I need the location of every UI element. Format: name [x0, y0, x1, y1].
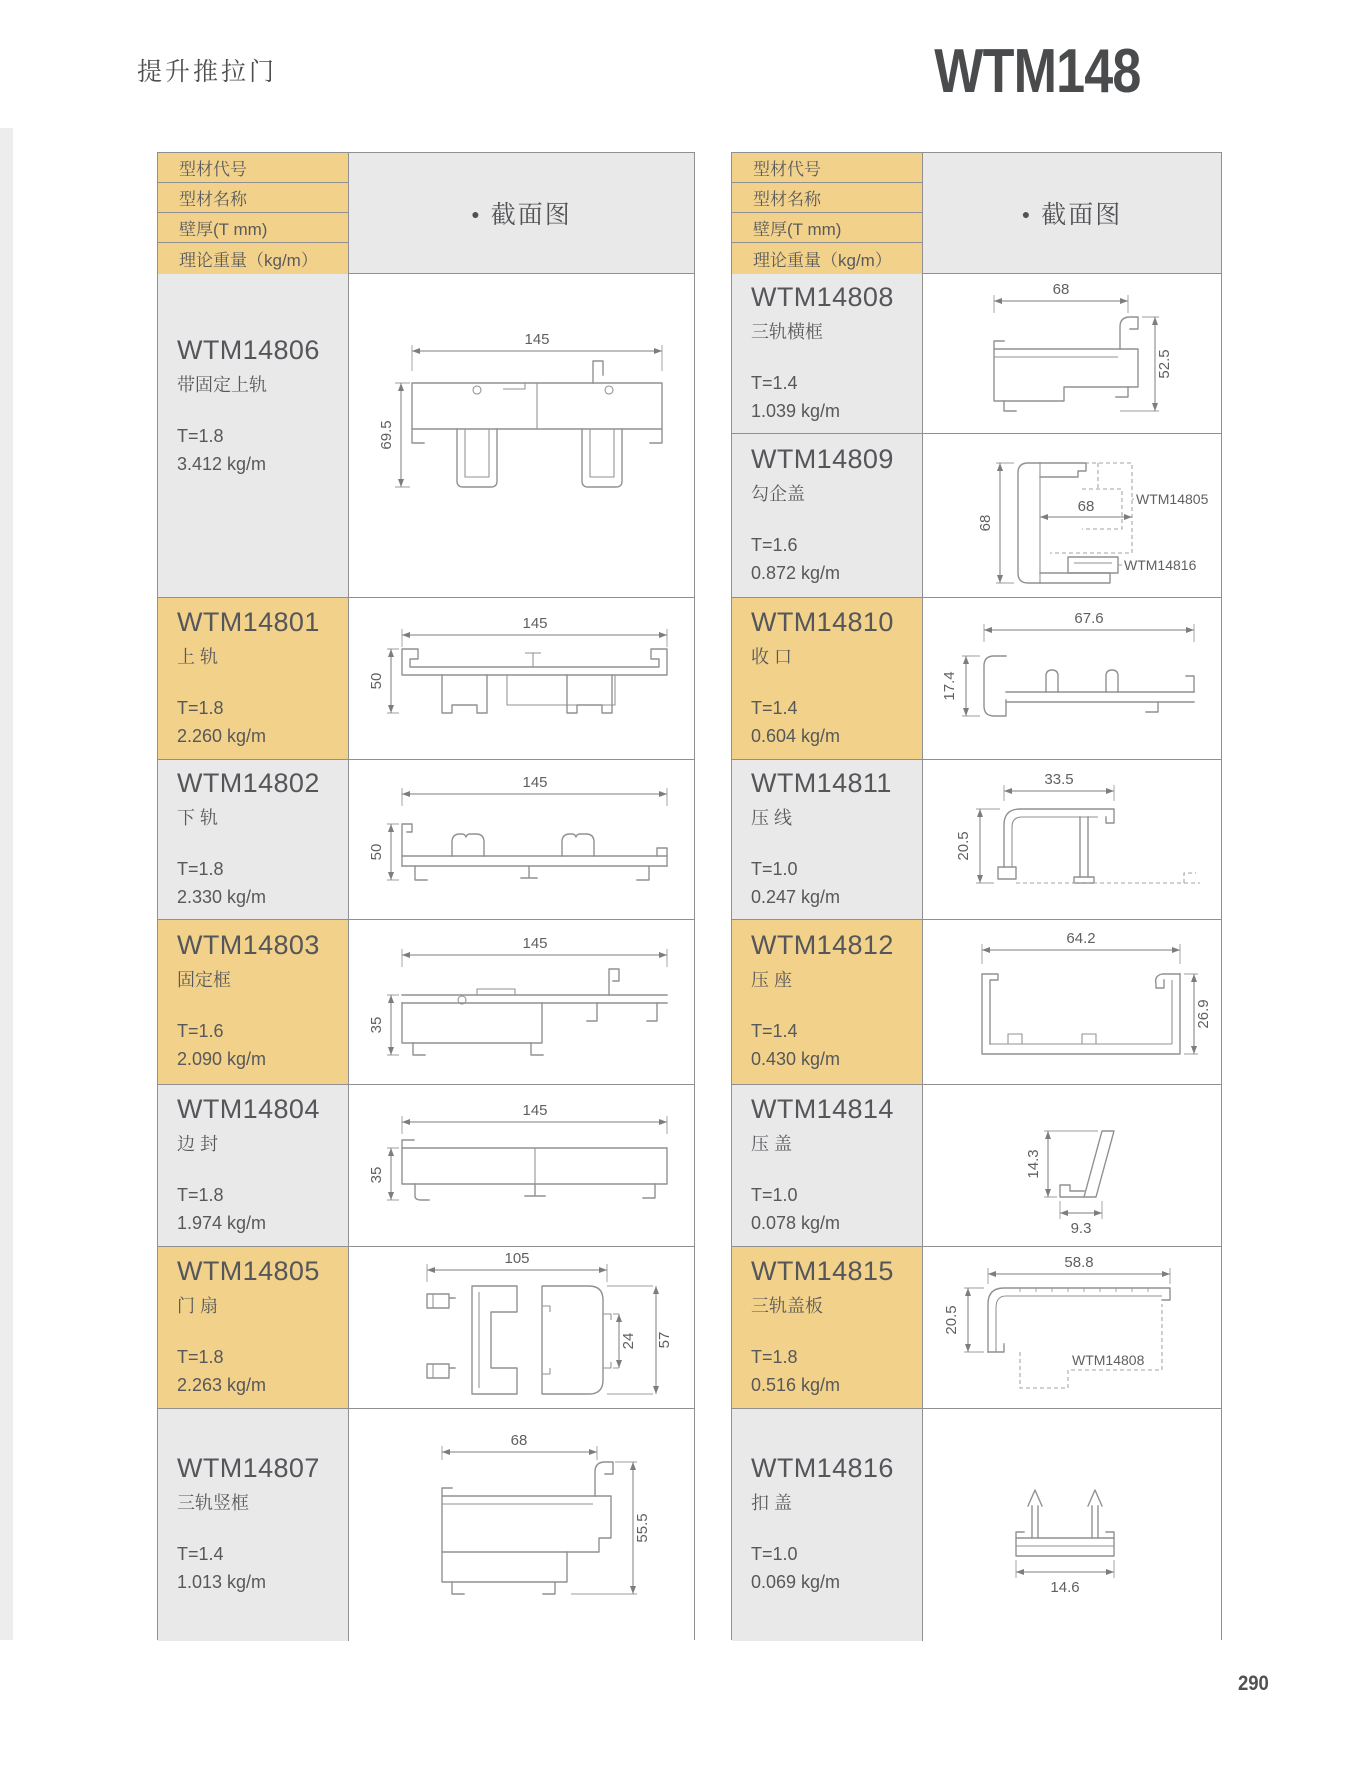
- profile-thickness: T=1.4: [751, 1021, 798, 1042]
- profile-specs: [177, 695, 348, 751]
- profile-weight: 2.260 kg/m: [177, 725, 267, 746]
- header-section-view: [349, 153, 694, 273]
- header-profile-code: 型材代号: [732, 153, 923, 183]
- profile-name: 边 封: [177, 1133, 219, 1154]
- cross-section-diagram: [349, 920, 694, 1084]
- table-row: [732, 1085, 1221, 1247]
- svg-text:57: 57: [655, 1331, 673, 1348]
- profile-drawing-wtm14802: [357, 770, 687, 910]
- profile-code: WTM14805: [177, 1255, 320, 1286]
- cross-section-diagram: [923, 760, 1221, 919]
- category-title: 提升推拉门: [137, 58, 278, 86]
- profile-info-cell: [158, 920, 349, 1084]
- table-row: [158, 1247, 694, 1409]
- section-view-label: 截面图: [1041, 201, 1123, 229]
- svg-text:68: 68: [510, 1431, 527, 1449]
- profile-drawing-wtm14815: [924, 1248, 1220, 1408]
- profile-info-cell: [732, 434, 923, 597]
- profile-weight: 0.604 kg/m: [751, 725, 841, 746]
- header-section-view: [923, 153, 1221, 273]
- profile-weight: 2.263 kg/m: [177, 1374, 267, 1395]
- cross-section-diagram: [349, 274, 694, 597]
- profile-name: 固定框: [177, 970, 231, 991]
- bullet-icon: ●: [471, 206, 482, 222]
- svg-text:145: 145: [523, 330, 550, 348]
- profile-weight: 1.974 kg/m: [177, 1212, 267, 1233]
- profile-name: 下 轨: [177, 807, 219, 828]
- right-profile-table: [731, 152, 1222, 1640]
- table-row: [158, 1085, 694, 1247]
- header-profile-name: 型材名称: [158, 183, 349, 213]
- svg-text:35: 35: [367, 1166, 385, 1183]
- profile-thickness: T=1.8: [177, 1184, 224, 1205]
- svg-text:17.4: 17.4: [941, 670, 958, 701]
- profile-code: WTM14810: [751, 606, 894, 637]
- svg-text:20.5: 20.5: [955, 830, 972, 861]
- profile-specs: [751, 1018, 922, 1074]
- cross-section-diagram: [923, 434, 1221, 597]
- profile-name: 带固定上轨: [177, 374, 267, 395]
- profile-info-cell: [732, 598, 923, 759]
- profile-specs: [751, 1182, 922, 1238]
- series-code-title: WTM148: [933, 37, 1140, 106]
- profile-specs: [751, 370, 922, 426]
- profile-thickness: T=1.6: [177, 1021, 224, 1042]
- profile-code: WTM14816: [751, 1453, 894, 1484]
- table-row: [732, 920, 1221, 1085]
- profile-code: WTM14809: [751, 443, 894, 474]
- table-row: [732, 760, 1221, 920]
- profile-specs: [751, 856, 922, 912]
- ref-profile-label: WTM14805: [1136, 490, 1209, 507]
- svg-text:67.6: 67.6: [1074, 609, 1104, 627]
- svg-text:50: 50: [367, 843, 385, 860]
- profile-thickness: T=1.0: [751, 1544, 798, 1565]
- svg-text:14.3: 14.3: [1025, 1148, 1042, 1179]
- table-row: [732, 274, 1221, 434]
- header-thickness: 壁厚(T mm): [732, 213, 923, 243]
- profile-info-cell: [158, 760, 349, 919]
- profile-weight: 0.516 kg/m: [751, 1374, 841, 1395]
- ref-profile-label: WTM14816: [1124, 556, 1197, 573]
- cross-section-diagram: [923, 1085, 1221, 1246]
- table-row: [732, 1409, 1221, 1641]
- cross-section-diagram: [349, 760, 694, 919]
- ref-profile-label: WTM14808: [1072, 1351, 1145, 1368]
- table-row: [158, 598, 694, 760]
- svg-text:14.6: 14.6: [1050, 1579, 1080, 1596]
- profile-weight: 3.412 kg/m: [177, 453, 267, 474]
- profile-name: 三轨盖板: [751, 1295, 823, 1316]
- left-profile-table: [157, 152, 695, 1640]
- profile-info-cell: [732, 1085, 923, 1246]
- svg-text:69.5: 69.5: [377, 419, 395, 450]
- profile-code: WTM14803: [177, 930, 320, 961]
- profile-info-cell: [158, 598, 349, 759]
- profile-code: WTM14802: [177, 767, 320, 798]
- header-weight: 理论重量（kg/m）: [158, 243, 349, 274]
- svg-text:145: 145: [521, 614, 548, 632]
- profile-weight: 1.013 kg/m: [177, 1572, 267, 1592]
- profile-thickness: T=1.8: [177, 858, 224, 879]
- profile-weight: 0.430 kg/m: [751, 1049, 841, 1069]
- header-profile-name: 型材名称: [732, 183, 923, 213]
- profile-code: WTM14806: [177, 334, 320, 365]
- profile-info-cell: [158, 1409, 349, 1641]
- svg-text:68: 68: [1077, 497, 1095, 515]
- cross-section-diagram: [923, 274, 1221, 433]
- profile-drawing-wtm14816: [924, 1450, 1220, 1600]
- profile-name: 门 扇: [177, 1295, 219, 1316]
- table-row: [732, 1247, 1221, 1409]
- svg-text:50: 50: [367, 672, 385, 689]
- profile-info-cell: [158, 274, 349, 597]
- svg-text:68: 68: [1052, 280, 1070, 298]
- profile-code: WTM14812: [751, 930, 894, 961]
- cross-section-diagram: [923, 598, 1221, 759]
- svg-text:20.5: 20.5: [943, 1304, 960, 1335]
- svg-text:55.5: 55.5: [633, 1512, 651, 1543]
- profile-drawing-wtm14803: [357, 927, 687, 1077]
- cross-section-diagram: [349, 1409, 694, 1641]
- cross-section-diagram: [923, 1409, 1221, 1641]
- profile-code: WTM14814: [751, 1093, 894, 1124]
- svg-text:52.5: 52.5: [1156, 348, 1173, 379]
- profile-weight: 0.872 kg/m: [751, 562, 841, 583]
- profile-specs: [177, 1541, 348, 1597]
- profile-code: WTM14811: [751, 767, 892, 798]
- table-row: [158, 920, 694, 1085]
- profile-drawing-wtm14810: [932, 604, 1212, 754]
- profile-drawing-wtm14808: [932, 279, 1212, 429]
- profile-name: 压 盖: [751, 1133, 793, 1154]
- profile-weight: 1.039 kg/m: [751, 400, 841, 421]
- profile-thickness: T=1.0: [751, 858, 798, 879]
- profile-drawing-wtm14809: [932, 437, 1212, 595]
- page-number: 290: [1238, 1672, 1269, 1695]
- profile-code: WTM14804: [177, 1093, 320, 1124]
- profile-thickness: T=1.4: [751, 697, 798, 718]
- profile-specs: [177, 423, 348, 479]
- table-row: [158, 1409, 694, 1641]
- profile-info-cell: [732, 1409, 923, 1641]
- table-row: [158, 760, 694, 920]
- svg-text:33.5: 33.5: [1044, 770, 1074, 788]
- profile-name: 扣 盖: [751, 1493, 793, 1514]
- profile-drawing-wtm14806: [357, 311, 687, 561]
- profile-weight: 0.247 kg/m: [751, 886, 841, 907]
- svg-text:145: 145: [521, 1101, 548, 1119]
- table-row: [732, 598, 1221, 760]
- profile-weight: 2.090 kg/m: [177, 1049, 267, 1069]
- table-row: [732, 434, 1221, 598]
- profile-specs: [177, 856, 348, 912]
- svg-text:145: 145: [521, 935, 548, 952]
- profile-code: WTM14801: [177, 606, 320, 637]
- profile-drawing-wtm14814: [924, 1091, 1220, 1241]
- profile-thickness: T=1.4: [751, 372, 798, 393]
- svg-text:68: 68: [977, 514, 994, 531]
- cross-section-diagram: [349, 598, 694, 759]
- profile-thickness: T=1.4: [177, 1544, 224, 1565]
- svg-text:35: 35: [367, 1016, 385, 1034]
- profile-name: 收 口: [751, 646, 793, 667]
- profile-info-cell: [158, 1085, 349, 1246]
- profile-drawing-wtm14804: [357, 1096, 687, 1236]
- profile-info-cell: [732, 274, 923, 433]
- profile-code: WTM14807: [177, 1453, 320, 1484]
- header-profile-code: 型材代号: [158, 153, 349, 183]
- svg-text:64.2: 64.2: [1066, 930, 1096, 947]
- profile-specs: [177, 1344, 348, 1400]
- header-thickness: 壁厚(T mm): [158, 213, 349, 243]
- profile-info-cell: [732, 760, 923, 919]
- profile-thickness: T=1.8: [177, 697, 224, 718]
- profile-specs: [751, 532, 922, 588]
- svg-text:24: 24: [619, 1332, 637, 1349]
- profile-drawing-wtm14811: [932, 765, 1212, 915]
- profile-drawing-wtm14812: [924, 922, 1220, 1082]
- profile-thickness: T=1.0: [751, 1184, 798, 1205]
- profile-specs: [177, 1182, 348, 1238]
- profile-info-cell: [732, 920, 923, 1084]
- table-row: [158, 274, 694, 598]
- bullet-icon: ●: [1021, 206, 1033, 222]
- profile-code: WTM14808: [751, 281, 894, 312]
- profile-thickness: T=1.8: [177, 1346, 224, 1367]
- cross-section-diagram: [923, 1247, 1221, 1408]
- profile-drawing-wtm14807: [357, 1418, 687, 1633]
- cross-section-diagram: [923, 920, 1221, 1084]
- cross-section-diagram: [349, 1085, 694, 1246]
- section-view-label: 截面图: [490, 201, 572, 229]
- table-header: [732, 153, 1221, 274]
- profile-specs: [751, 1541, 922, 1597]
- profile-thickness: T=1.6: [751, 534, 798, 555]
- profile-weight: 0.069 kg/m: [751, 1572, 841, 1592]
- page-edge-strip: [0, 128, 13, 1640]
- profile-thickness: T=1.8: [177, 425, 224, 446]
- profile-name: 压 线: [751, 807, 793, 828]
- profile-name: 压 座: [751, 970, 793, 991]
- profile-specs: [177, 1018, 348, 1074]
- header-weight: 理论重量（kg/m）: [732, 243, 923, 274]
- profile-name: 三轨横框: [751, 321, 823, 342]
- svg-text:9.3: 9.3: [1070, 1219, 1092, 1237]
- svg-text:26.9: 26.9: [1195, 999, 1212, 1029]
- profile-name: 勾企盖: [751, 483, 805, 504]
- profile-info-cell: [158, 1247, 349, 1408]
- profile-code: WTM14815: [751, 1255, 894, 1286]
- profile-specs: [751, 695, 922, 751]
- profile-name: 上 轨: [177, 646, 219, 667]
- profile-drawing-wtm14801: [357, 609, 687, 749]
- cross-section-diagram: [349, 1247, 694, 1408]
- profile-weight: 2.330 kg/m: [177, 886, 267, 907]
- svg-text:105: 105: [503, 1249, 530, 1267]
- profile-thickness: T=1.8: [751, 1346, 798, 1367]
- svg-text:58.8: 58.8: [1064, 1253, 1094, 1271]
- profile-drawing-wtm14805: [357, 1248, 687, 1408]
- profile-weight: 0.078 kg/m: [751, 1212, 841, 1233]
- profile-info-cell: [732, 1247, 923, 1408]
- table-header: [158, 153, 694, 274]
- svg-text:145: 145: [521, 773, 548, 791]
- profile-name: 三轨竖框: [177, 1493, 249, 1514]
- profile-specs: [751, 1344, 922, 1400]
